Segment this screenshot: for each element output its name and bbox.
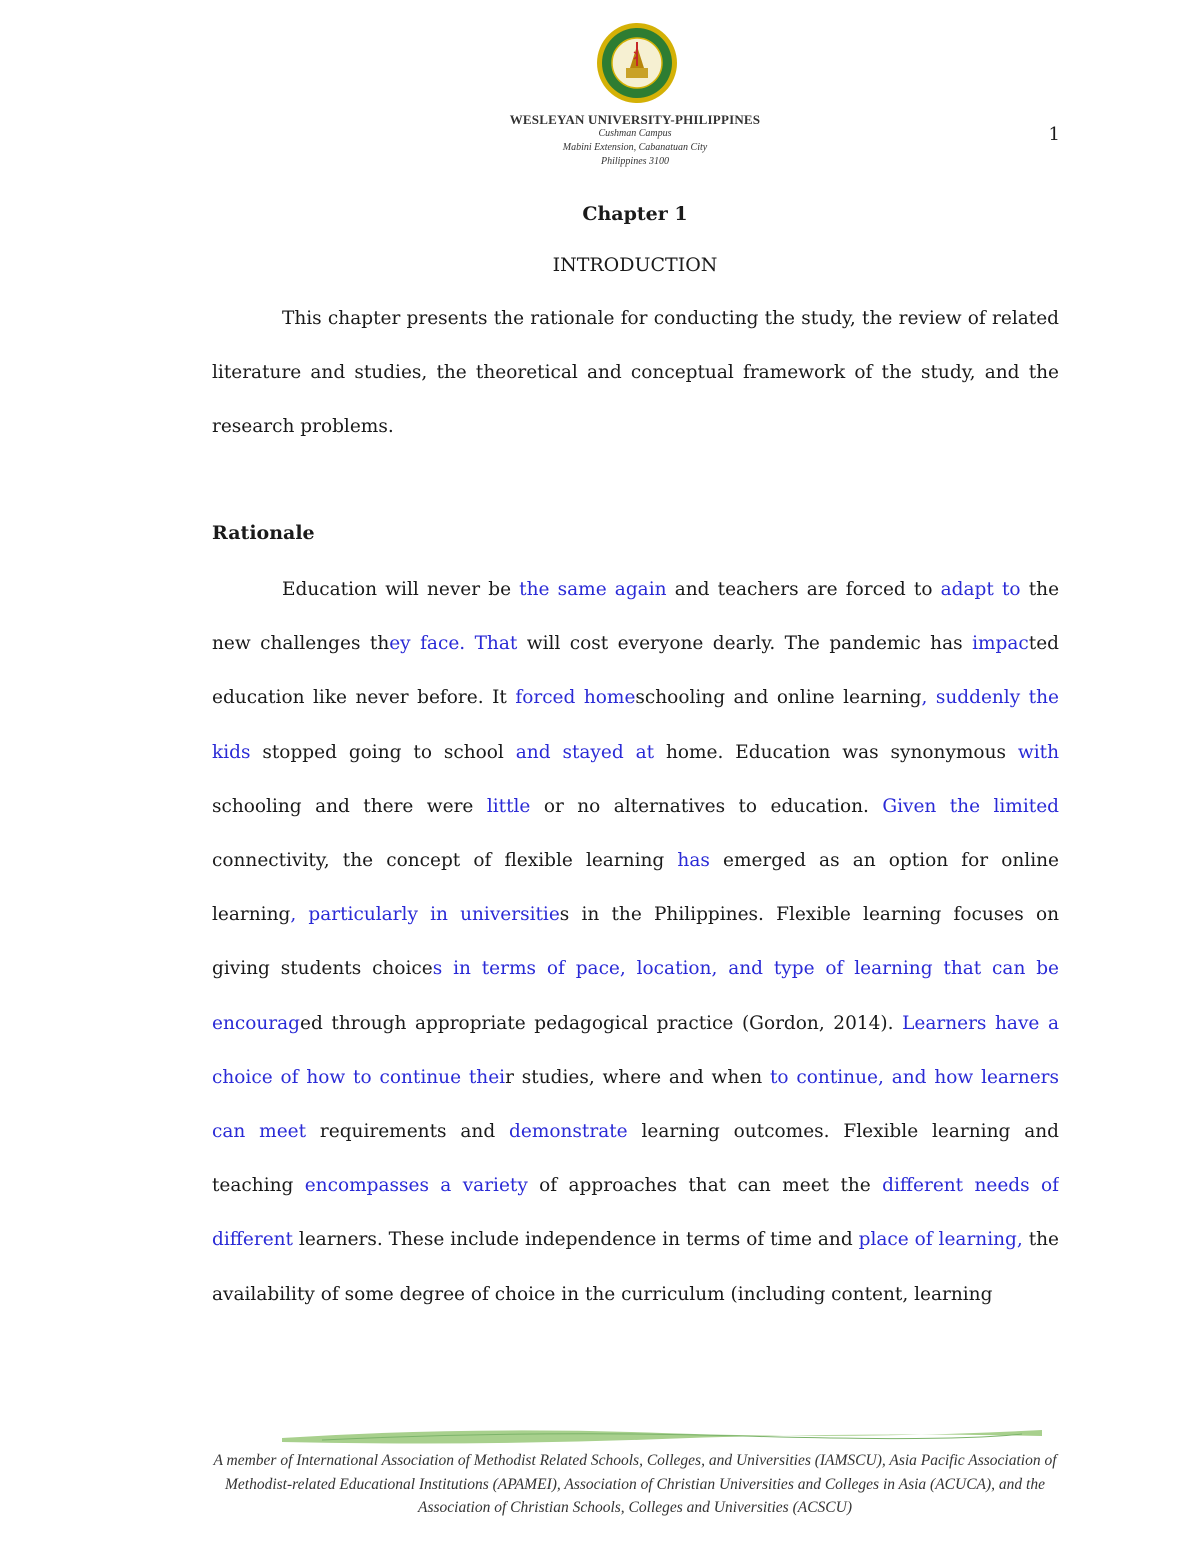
- body-text: ted education like never before. It: [212, 633, 1059, 709]
- body-text: or no alternatives to education.: [530, 795, 883, 817]
- highlighted-text: has: [677, 850, 710, 872]
- campus-line: Cushman Campus: [598, 128, 672, 139]
- highlighted-text: , particularly in universitie: [290, 904, 560, 926]
- highlighted-text: and stayed at: [515, 741, 655, 763]
- highlighted-text: Learners have a choice of how to continue thei: [212, 1012, 1059, 1088]
- intro-paragraph: This chapter presents the rationale for conducting the study, the review of related literature and studies, the theoretical and conceptual framework of the study, and the research problems.: [212, 308, 1059, 438]
- body-text: the new challenges th: [212, 579, 1059, 655]
- body-text: emerged as an option for online learning: [212, 850, 1059, 926]
- chapter-title: INTRODUCTION: [552, 254, 718, 276]
- highlighted-text: impac: [972, 633, 1029, 655]
- country-line: Philippines 3100: [600, 156, 670, 167]
- body-text: of approaches that can meet the: [527, 1175, 883, 1197]
- highlighted-text: encompasses a variety: [304, 1175, 528, 1197]
- chapter-label: Chapter 1: [582, 203, 688, 225]
- highlighted-text: with: [1017, 741, 1059, 763]
- body-text: learning outcomes. Flexible learning and teaching: [212, 1121, 1059, 1197]
- body-text: stopped going to school: [250, 741, 516, 763]
- body-text: schooling and online learning: [635, 687, 922, 709]
- highlighted-text: little: [486, 795, 531, 817]
- body-text: s in the Philippines. Flexible learning focuses on giving students choice: [212, 904, 1059, 980]
- rationale-paragraph: [212, 563, 1059, 1323]
- university-seal-logo: [596, 22, 678, 104]
- highlighted-text: adapt to: [940, 579, 1021, 600]
- body-text: the availability of some degree of choice in the curriculum (including content, learning: [212, 1229, 1059, 1305]
- body-text: Education will never be: [282, 579, 520, 600]
- body-text: connectivity, the concept of flexible learning: [212, 850, 678, 872]
- highlighted-text: place of learning,: [858, 1229, 1023, 1251]
- institution-name: WESLEYAN UNIVERSITY-PHILIPPINES: [509, 112, 761, 127]
- highlighted-text: forced home: [515, 687, 636, 709]
- body-text: requirements and: [306, 1121, 510, 1143]
- rationale-heading: Rationale: [212, 522, 315, 544]
- highlighted-text: s in terms of pace, location, and type of learning that can be encourag: [212, 958, 1059, 1034]
- highlighted-text: , suddenly the kids: [212, 687, 1059, 763]
- address-line: Mabini Extension, Cabanatuan City: [562, 142, 708, 153]
- highlighted-text: demonstrate: [509, 1121, 628, 1143]
- body-text: and teachers are forced to: [666, 579, 941, 600]
- body-text: learners. These include independence in terms of time and: [293, 1229, 859, 1251]
- body-text: will cost everyone dearly. The pandemic has: [517, 633, 973, 655]
- footer-wave-divider: [282, 1424, 1042, 1446]
- highlighted-text: to continue, and how learners can meet: [212, 1066, 1059, 1143]
- body-text: ed through appropriate pedagogical practice (Gordon, 2014).: [300, 1012, 903, 1034]
- body-text: home. Education was synonymous: [654, 741, 1018, 763]
- highlighted-text: the same again: [519, 579, 667, 600]
- highlighted-text: different needs of different: [212, 1175, 1059, 1251]
- page-number: 1: [1048, 124, 1060, 145]
- body-text: schooling and there were: [212, 795, 487, 817]
- highlighted-text: ey face. That: [389, 633, 518, 655]
- highlighted-text: Given the limited: [882, 795, 1059, 817]
- body-text: r studies, where and when: [505, 1066, 770, 1088]
- footer-membership-text: A member of International Association of Methodist Related Schools, Colleges, and Universities (IAMSCU), Asia Pacific Association of Methodist-related Educational Institutions (APAMEI), Association of Christian Universities and Colleges in Asia (ACUCA), and the Association of Christian Schools, Colleges and Universities (ACSCU): [213, 1452, 1057, 1516]
